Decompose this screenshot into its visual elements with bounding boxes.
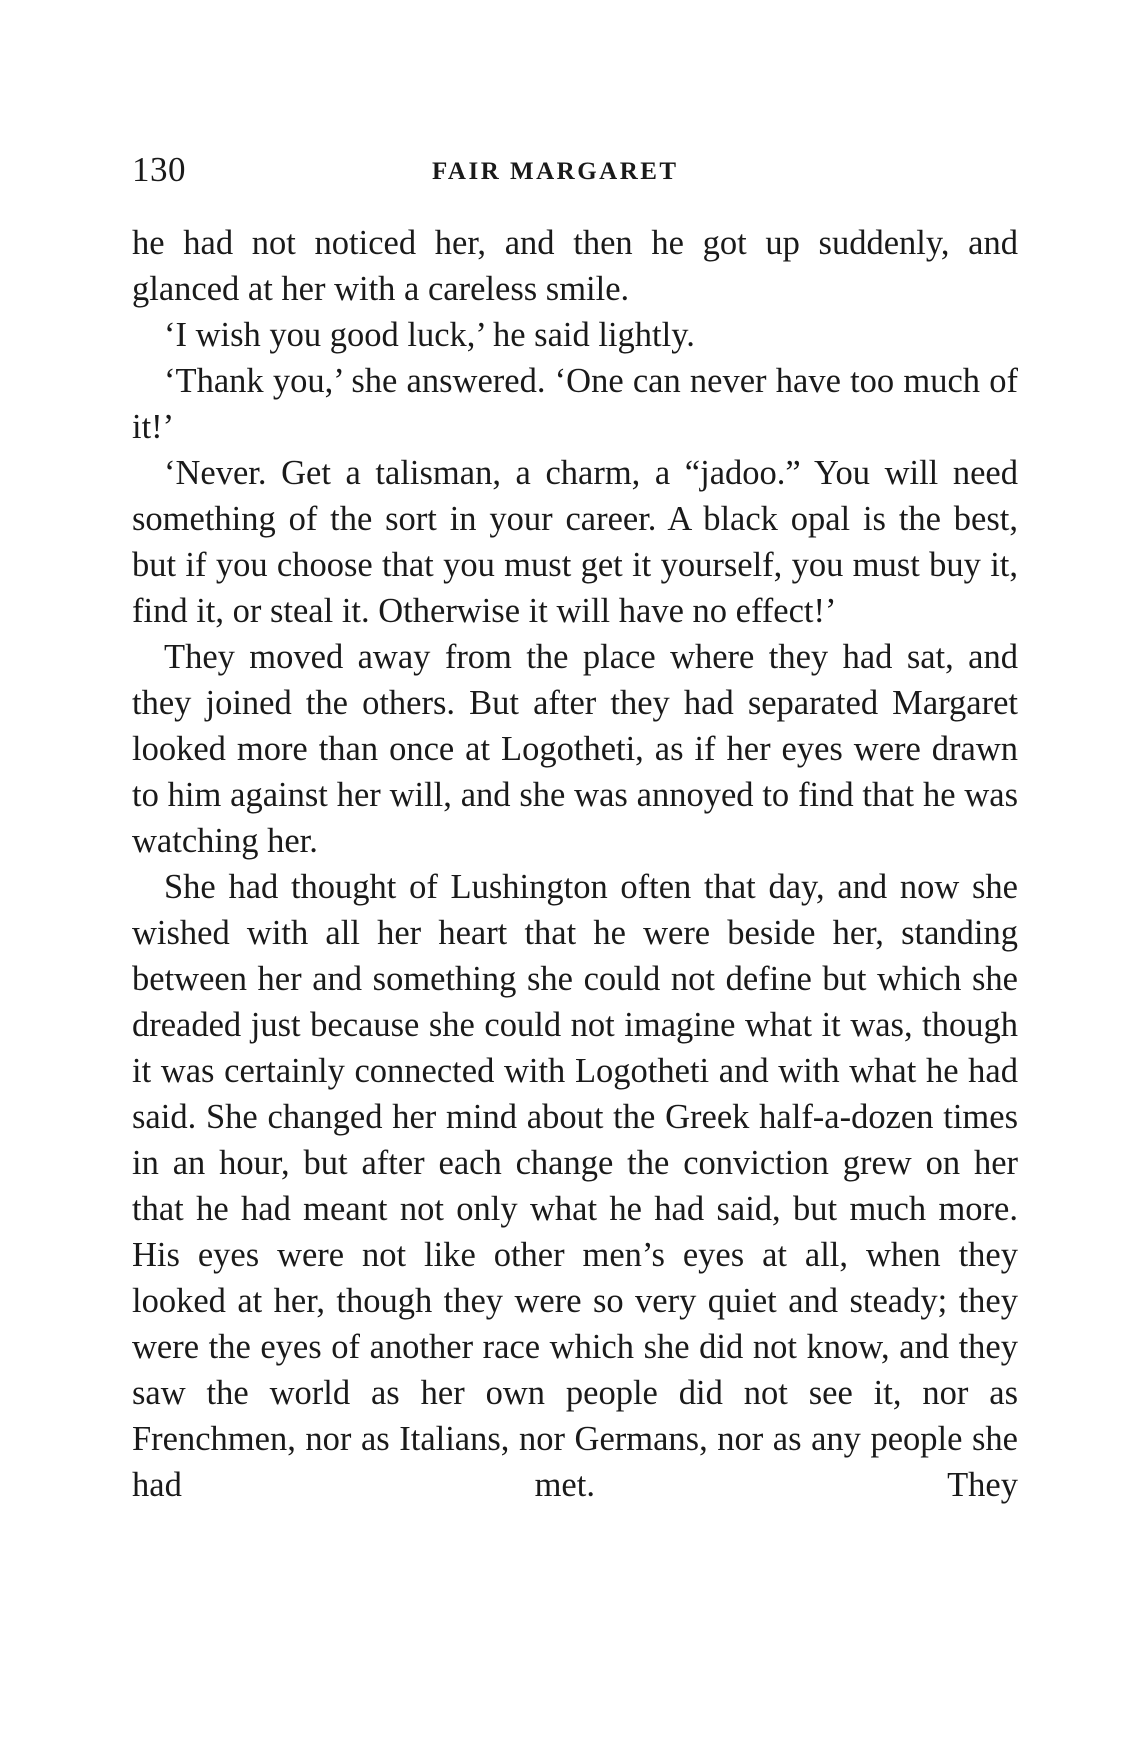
body-text bbox=[132, 220, 1018, 1508]
book-page bbox=[132, 150, 1018, 1508]
paragraph-dialogue: ‘I wish you good luck,’ he said lightly. bbox=[164, 316, 695, 354]
paragraph: She had thought of Lushington often that day, and now she wished with all her heart that he were beside her, standing between her and something she could not define but which she dreaded just because she could not imagine what it was, though it was certainly connected with Logotheti and with what he had said. She changed her mind about the Greek half-a-dozen times in an hour, but after each change the conviction grew on her that he had meant not only what he had said, but much more. His eyes were not like other men’s eyes at all, when they looked at her, though they were so very quiet and steady; they were the eyes of another race which she did not know, and they saw the world as her own people did not see it, nor as Frenchmen, nor as Italians, nor Germans, nor as any people she had met. They bbox=[132, 868, 1018, 1504]
running-head bbox=[132, 150, 1018, 196]
paragraph-dialogue: ‘Never. Get a talisman, a charm, a “jadoo.” You will need something of the sort in your career. A black opal is the best, but if you choose that you must get it yourself, you must buy it, find it, or steal it. Otherwise it will have no effect!’ bbox=[132, 454, 1018, 630]
running-title: FAIR MARGARET bbox=[432, 158, 679, 185]
page-number: 130 bbox=[132, 150, 186, 189]
paragraph: They moved away from the place where they had sat, and they joined the others. But after they had separated Margaret looked more than once at Logotheti, as if her eyes were drawn to him against her will, and she was annoyed to find that he was watching her. bbox=[132, 638, 1018, 860]
paragraph-dialogue: ‘Thank you,’ she answered. ‘One can never have too much of it!’ bbox=[132, 362, 1018, 446]
paragraph-continued: he had not noticed her, and then he got up suddenly, and glanced at her with a careless smile. bbox=[132, 224, 1018, 308]
